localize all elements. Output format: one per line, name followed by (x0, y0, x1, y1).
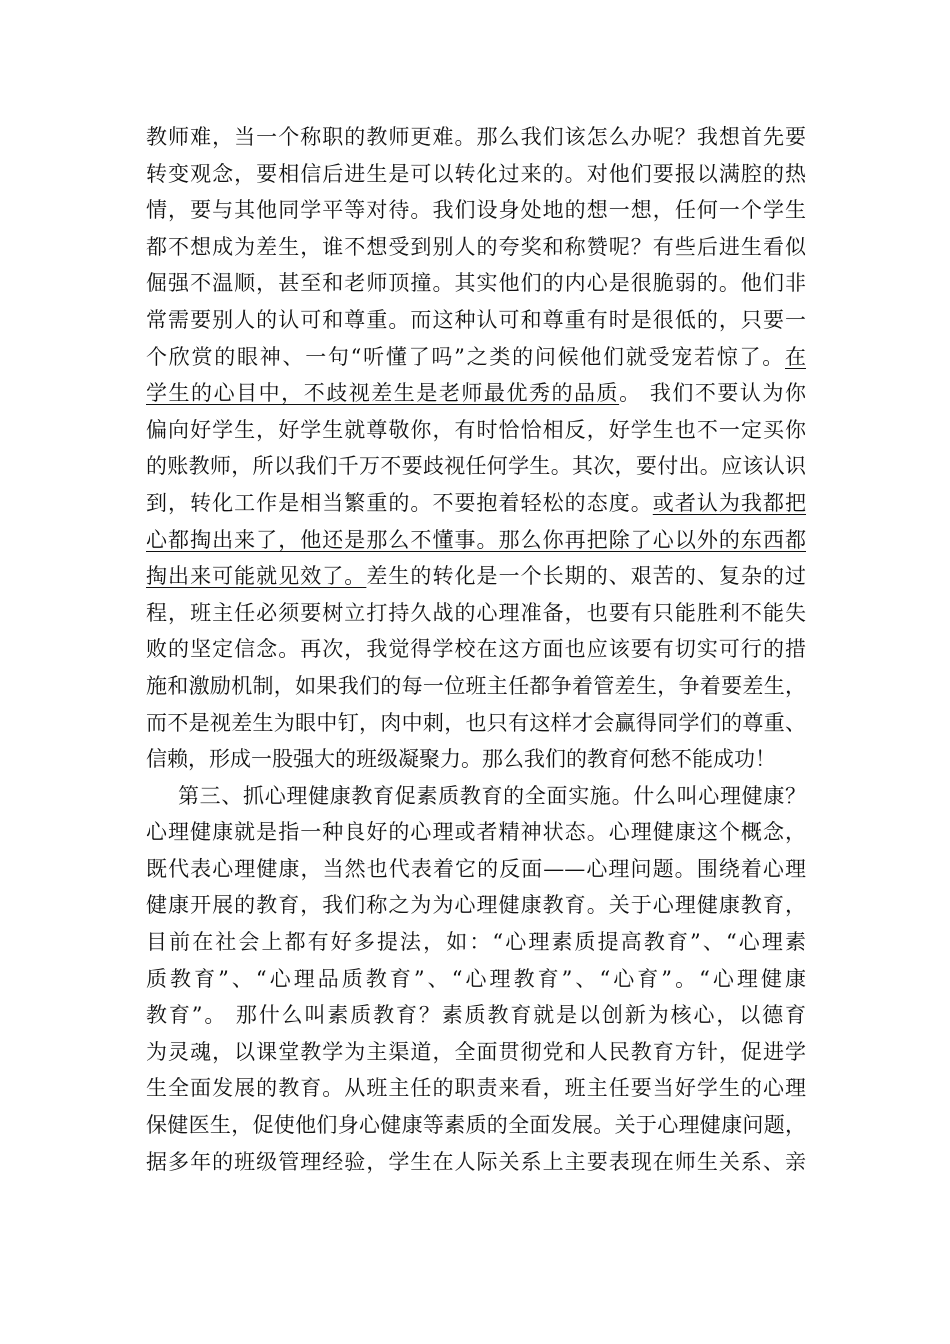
text-line (146, 558, 806, 595)
text-line: 教育”。 那什么叫素质教育？素质教育就是以创新为核心，以德育 (146, 1003, 806, 1028)
text-line: 败的坚定信念。再次，我觉得学校在这方面也应该要有切实可行的措 (146, 637, 806, 662)
text-line: 既代表心理健康，当然也代表着它的反面——心理问题。围绕着心理 (146, 856, 806, 881)
text-line: 第三、抓心理健康教育促素质教育的全面实施。什么叫心理健康？ (178, 783, 806, 808)
text-line: 转变观念，要相信后进生是可以转化过来的。对他们要报以满腔的热 (146, 161, 806, 186)
text-line (146, 339, 806, 376)
text-line: 心理健康就是指一种良好的心理或者精神状态。心理健康这个概念， (146, 820, 806, 845)
underlined-text: 掏出来可能就见效了。 (146, 564, 367, 589)
text-segment: 差生的转化是一个长期的、艰苦的、复杂的过 (366, 564, 807, 589)
text-line: 为灵魂，以课堂教学为主渠道，全面贯彻党和人民教育方针，促进学 (146, 1039, 806, 1064)
text-line: 据多年的班级管理经验，学生在人际关系上主要表现在师生关系、亲 (146, 1149, 806, 1174)
text-segment: 。 我们不要认为你 (619, 381, 806, 406)
text-segment: 到，转化工作是相当繁重的。不要抱着轻松的态度。 (146, 490, 653, 515)
text-line: 信赖，形成一股强大的班级凝聚力。那么我们的教育何愁不能成功！ (146, 747, 776, 772)
underlined-text: 在 (785, 344, 806, 369)
text-line: 的账教师，所以我们千万不要歧视任何学生。其次，要付出。应该认识 (146, 454, 806, 479)
text-line: 都不想成为差生，谁不想受到别人的夸奖和称赞呢？有些后进生看似 (146, 234, 806, 259)
underlined-text: 或者认为我都把 (652, 490, 807, 515)
text-line: 常需要别人的认可和尊重。而这种认可和尊重有时是很低的，只要一 (146, 307, 806, 332)
text-line: 而不是视差生为眼中钉，肉中刺，也只有这样才会赢得同学们的尊重、 (146, 710, 806, 735)
text-line (146, 522, 806, 559)
text-line: 程，班主任必须要树立打持久战的心理准备，也要有只能胜利不能失 (146, 600, 806, 625)
text-line: 目前在社会上都有好多提法，如：“心理素质提高教育”、“心理素 (146, 930, 806, 955)
text-line (146, 485, 806, 522)
text-segment: 个欣赏的眼神、一句“听懂了吗”之类的问候他们就受宠若惊了。 (146, 344, 785, 369)
underlined-text: 心都掏出来了，他还是那么不懂事。那么你再把除了心以外的东西都 (146, 527, 806, 552)
text-line: 施和激励机制，如果我们的每一位班主任都争着管差生，争着要差生， (146, 673, 806, 698)
text-line: 倔强不温顺，甚至和老师顶撞。其实他们的内心是很脆弱的。他们非 (146, 271, 806, 296)
text-line: 偏向好学生，好学生就尊敬你，有时恰恰相反，好学生也不一定买你 (146, 417, 806, 442)
text-line: 生全面发展的教育。从班主任的职责来看，班主任要当好学生的心理 (146, 1076, 806, 1101)
text-line: 教师难，当一个称职的教师更难。那么我们该怎么办呢？我想首先要 (146, 125, 806, 149)
text-line: 保健医生，促使他们身心健康等素质的全面发展。关于心理健康问题， (146, 1113, 806, 1138)
underlined-text: 学生的心目中，不歧视差生是老师最优秀的品质 (146, 381, 620, 406)
text-line: 情，要与其他同学平等对待。我们设身处地的想一想，任何一个学生 (146, 198, 806, 223)
text-line: 健康开展的教育，我们称之为为心理健康教育。关于心理健康教育， (146, 893, 806, 918)
text-line: 质教育”、“心理品质教育”、“心理教育”、“心育”。“心理健康 (146, 966, 806, 991)
document-body (146, 119, 806, 1180)
text-line (146, 375, 806, 412)
